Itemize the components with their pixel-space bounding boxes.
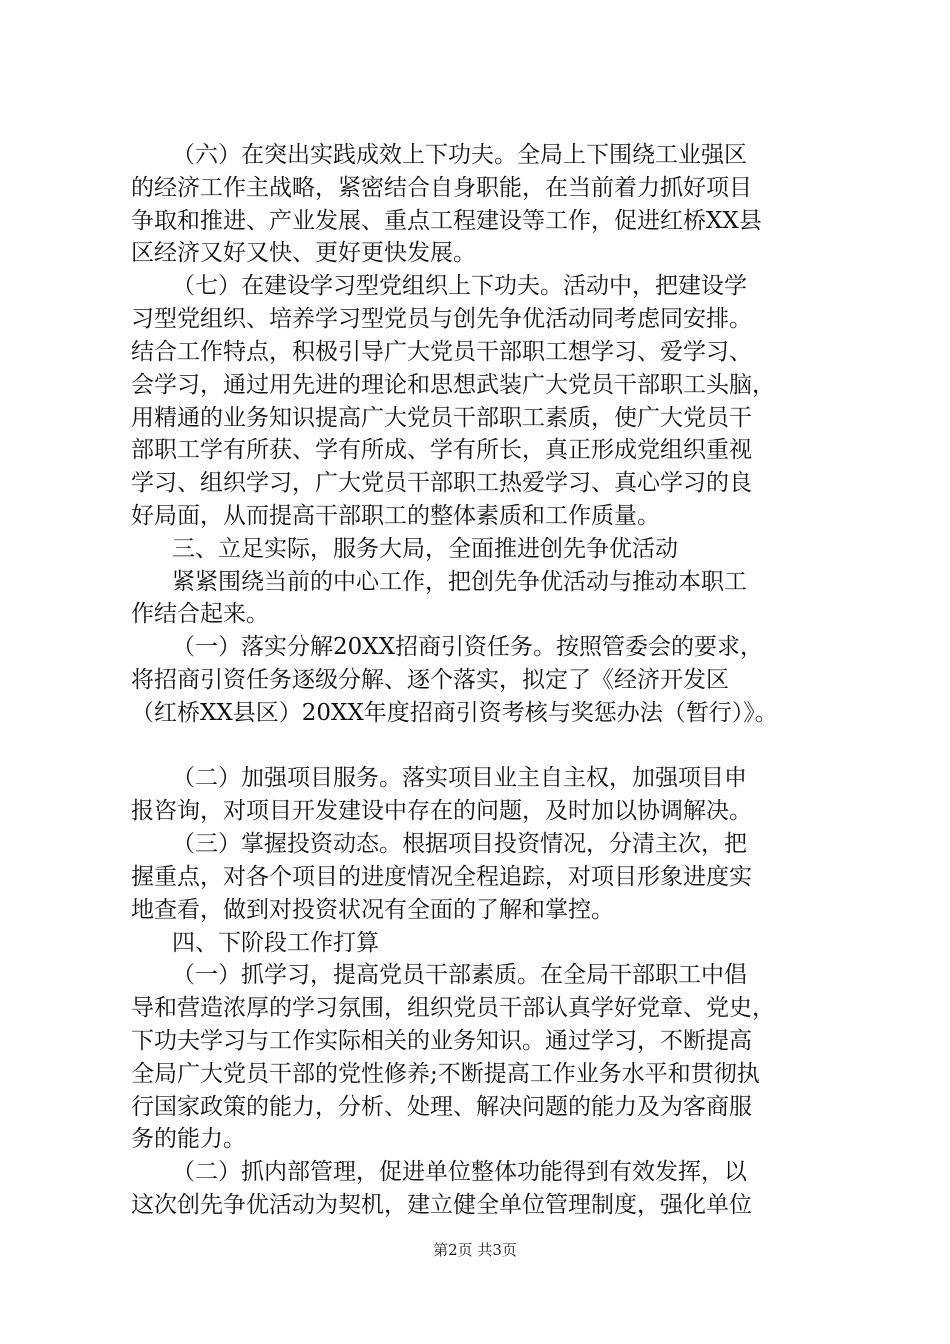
text-line: 务的能力。 [131,1126,246,1152]
text-line: 结合工作特点，积极引导广大党员干部职工想学习、爱学习、 [131,339,752,365]
text-line: 下功夫学习与工作实际相关的业务知识。通过学习，不断提高 [131,1028,752,1054]
text-line: 这次创先争优活动为契机，建立健全单位管理制度，强化单位 [131,1192,752,1218]
text-line: 用精通的业务知识提高广大党员干部职工素质，使广大党员干 [131,405,752,431]
text-line: 报咨询，对项目开发建设中存在的问题，及时加以协调解决。 [131,798,752,824]
text-line: 行国家政策的能力，分析、处理、解决问题的能力及为客商服 [131,1094,752,1120]
text-line: 作结合起来。 [131,601,269,627]
text-line: （二）抓内部管理，促进单位整体功能得到有效发挥，以 [172,1159,747,1185]
text-line: 会学习，通过用先进的理论和思想武装广大党员干部职工头脑， [131,372,775,398]
text-line: （一）落实分解20XX招商引资任务。按照管委会的要求， [172,634,764,660]
section-heading: 三、立足实际，服务大局，全面推进创先争优活动 [172,536,678,562]
text-line: （二）加强项目服务。落实项目业主自主权，加强项目申 [172,765,747,791]
text-line: 部职工学有所获、学有所成、学有所长，真正形成党组织重视 [131,437,752,463]
text-line: 学习、组织学习，广大党员干部职工热爱学习、真心学习的良 [131,470,752,496]
text-line: 争取和推进、产业发展、重点工程建设等工作，促进红桥XX县 [131,208,762,234]
text-line: （一）抓学习，提高党员干部素质。在全局干部职工中倡 [172,962,747,988]
text-line: 紧紧围绕当前的中心工作，把创先争优活动与推动本职工 [172,569,747,595]
page-footer: 第2页 共3页 [433,1241,517,1259]
text-line: 地查看，做到对投资状况有全面的了解和掌控。 [131,897,614,923]
text-line: 区经济又好又快、更好更快发展。 [131,240,476,266]
text-line: 全局广大党员干部的党性修养;不断提高工作业务水平和贯彻执 [131,1061,760,1087]
text-line: （三）掌握投资动态。根据项目投资情况，分清主次，把 [172,831,747,857]
text-line: （七）在建设学习型党组织上下功夫。活动中，把建设学 [172,273,747,299]
text-line: 将招商引资任务逐级分解、逐个落实，拟定了《经济开发区 [131,667,729,693]
text-line: 导和营造浓厚的学习氛围，组织党员干部认真学好党章、党史， [131,995,775,1021]
text-line: 好局面，从而提高干部职工的整体素质和工作质量。 [131,503,660,529]
text-line: 的经济工作主战略，紧密结合自身职能，在当前着力抓好项目 [131,175,752,201]
text-line: （六）在突出实践成效上下功夫。全局上下围绕工业强区 [172,142,747,168]
text-line: 握重点，对各个项目的进度情况全程追踪，对项目形象进度实 [131,864,752,890]
text-line: （红桥XX县区）20XX年度招商引资考核与奖惩办法（暂行）》。 [131,700,778,726]
text-line: 习型党组织、培养学习型党员与创先争优活动同考虑同安排。 [131,306,752,332]
section-heading: 四、下阶段工作打算 [172,930,379,956]
